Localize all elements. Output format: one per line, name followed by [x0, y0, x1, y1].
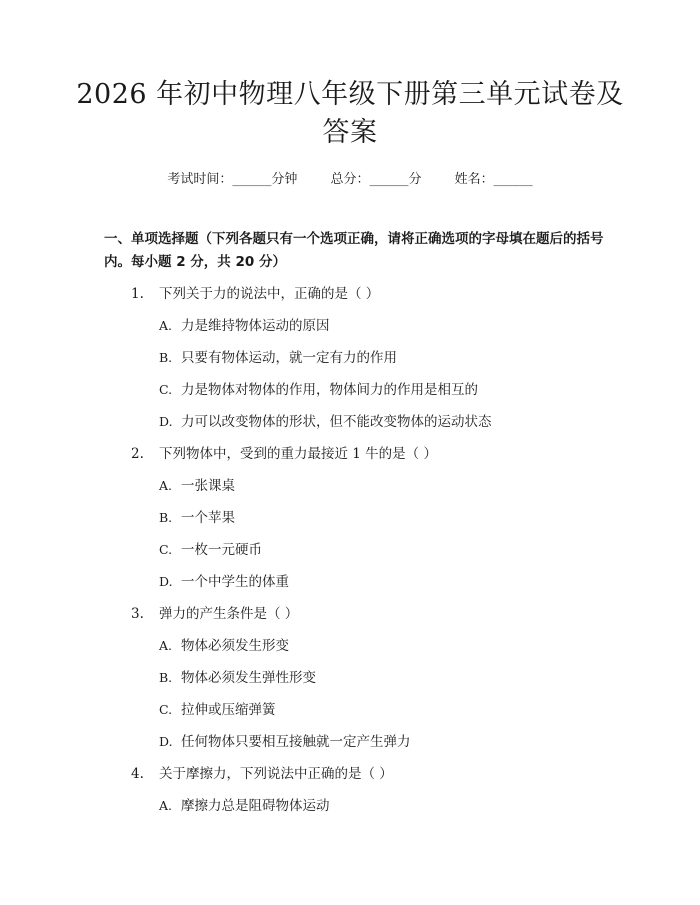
question-4: [131, 762, 393, 782]
option-letter: B.: [159, 670, 173, 685]
section-title: 一、单项选择题（下列各题只有一个选项正确，请将正确选项的字母填在题后的括号内。每小题 2 分，共 20 分）: [104, 231, 604, 270]
option-text: 力是维持物体运动的原因: [181, 318, 330, 334]
option-3a: [159, 634, 289, 654]
exam-title: [60, 76, 640, 152]
title-line-1: 2026 年初中物理八年级下册第三单元试卷及: [76, 79, 624, 110]
time-label: 考试时间：______分钟: [167, 172, 298, 187]
option-1d: [159, 410, 492, 430]
option-text: 力是物体对物体的作用，物体间力的作用是相互的: [181, 382, 478, 398]
question-number: 4.: [131, 766, 144, 782]
question-text: 下列关于力的说法中，正确的是（ ）: [159, 286, 380, 302]
option-text: 物体必须发生弹性形变: [181, 670, 316, 686]
option-1b: [159, 346, 397, 366]
option-letter: D.: [159, 414, 173, 429]
option-2c: [159, 538, 262, 558]
option-letter: C.: [159, 702, 173, 717]
option-2d: [159, 570, 289, 590]
option-letter: D.: [159, 574, 173, 589]
question-1: [131, 282, 379, 302]
question-3: [131, 602, 298, 622]
option-4a: [159, 794, 330, 814]
option-letter: A.: [159, 478, 173, 493]
option-text: 力可以改变物体的形状，但不能改变物体的运动状态: [181, 414, 492, 430]
option-letter: B.: [159, 350, 173, 365]
question-number: 3.: [131, 606, 144, 622]
option-3c: [159, 698, 276, 718]
question-text: 弹力的产生条件是（ ）: [159, 606, 299, 622]
option-letter: A.: [159, 798, 173, 813]
option-letter: C.: [159, 542, 173, 557]
option-1c: [159, 378, 478, 398]
option-2a: [159, 474, 235, 494]
option-letter: D.: [159, 734, 173, 749]
option-text: 一个苹果: [181, 510, 235, 526]
question-number: 2.: [131, 446, 144, 462]
name-label: 姓名：______: [454, 172, 533, 187]
option-text: 物体必须发生形变: [181, 638, 289, 654]
option-text: 摩擦力总是阻碍物体运动: [181, 798, 330, 814]
option-text: 一枚一元硬币: [181, 542, 262, 558]
option-text: 只要有物体运动，就一定有力的作用: [181, 350, 397, 366]
option-text: 一张课桌: [181, 478, 235, 494]
option-letter: C.: [159, 382, 173, 397]
option-1a: [159, 314, 330, 334]
option-letter: A.: [159, 638, 173, 653]
option-text: 一个中学生的体重: [181, 574, 289, 590]
title-line-2: 答案: [322, 117, 378, 148]
score-label: 总分：______分: [330, 172, 422, 187]
option-3d: [159, 730, 411, 750]
option-text: 任何物体只要相互接触就一定产生弹力: [181, 734, 411, 750]
question-number: 1.: [131, 286, 144, 302]
question-text: 下列物体中，受到的重力最接近 1 牛的是（ ）: [159, 446, 437, 462]
exam-meta: [0, 168, 700, 187]
option-text: 拉伸或压缩弹簧: [181, 702, 276, 718]
option-letter: A.: [159, 318, 173, 333]
option-letter: B.: [159, 510, 173, 525]
question-2: [131, 442, 437, 462]
option-3b: [159, 666, 316, 686]
question-text: 关于摩擦力，下列说法中正确的是（ ）: [159, 766, 393, 782]
option-2b: [159, 506, 235, 526]
